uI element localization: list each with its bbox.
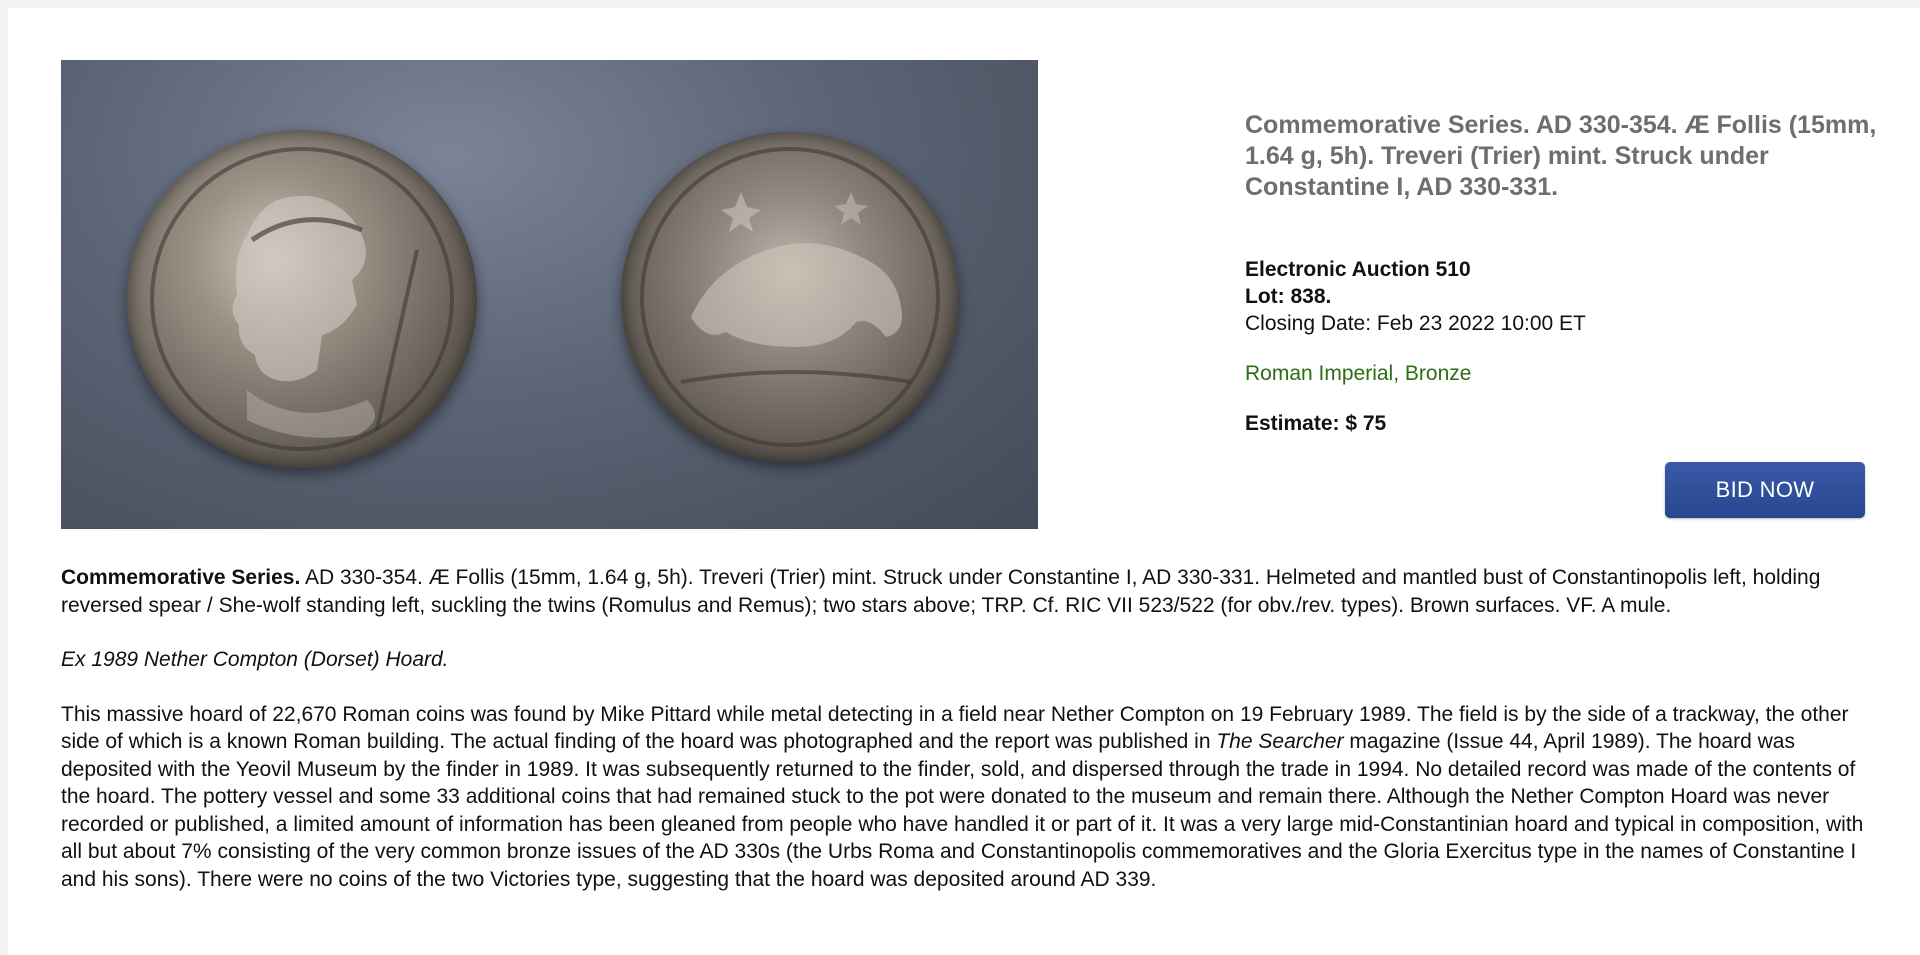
lot-estimate: Estimate: $ 75 (1245, 412, 1387, 435)
obverse-bust-icon (127, 130, 477, 468)
closing-date: Closing Date: Feb 23 2022 10:00 ET (1245, 312, 1586, 335)
sale-info (1245, 256, 1885, 337)
hoard-history (61, 701, 1876, 894)
lot-page (8, 8, 1920, 955)
coin-photo[interactable] (61, 60, 1038, 529)
coin-obverse-image (127, 130, 477, 468)
provenance: Ex 1989 Nether Compton (Dorset) Hoard. (61, 648, 449, 671)
lot-title: Commemorative Series. AD 330-354. Æ Follis (15mm, 1.64 g, 5h). Treveri (Trier) mint. Struck under Constantine I, AD 330-331. (1245, 111, 1877, 201)
description-lead: Commemorative Series. (61, 566, 301, 589)
hoard-text-part2: magazine (Issue 44, April 1989). The hoard was deposited with the Yeovil Museum by the finder in 1989. It was subsequently returned to the finder, sold, and dispersed through the trade in 1994. No detailed record was made of the contents of the hoard. The pottery vessel and some 33 additional coins that had remained stuck to the pot were donated to the museum and remain there. Although the Nether Compton Hoard was never recorded or published, a limited amount of information has been gleaned from people who have handled it or part of it. It was a very large mid-Constantinian hoard and typical in composition, with all but about 7% consisting of the very common bronze issues of the AD 330s (the Urbs Roma and Constantinopolis commemoratives and the Gloria Exercitus type in the names of Constantine I and his sons). There were no coins of the two Victories type, suggesting that the hoard was deposited around AD 339. (61, 730, 1864, 891)
auction-name: Electronic Auction 510 (1245, 258, 1471, 281)
description-paragraph (61, 564, 1876, 619)
hoard-text-part1: This massive hoard of 22,670 Roman coins was found by Mike Pittard while metal detecting in a field near Nether Compton on 19 February 1989. The field is by the side of a trackway, the other side of which is a known Roman building. The actual finding of the hoard was photographed and the report was published in (61, 702, 1849, 753)
description-body: AD 330-354. Æ Follis (15mm, 1.64 g, 5h). Treveri (Trier) mint. Struck under Constantine I, AD 330-331. Helmeted and mantled bust of Constantinopolis left, holding reversed spear / She-wolf standing left, suckling the twins (Romulus and Remus); two stars above; TRP. Cf. RIC VII 523/522 (for obv./rev. types). Brown surfaces. VF. A mule. (61, 566, 1821, 617)
lot-number: Lot: 838. (1245, 285, 1332, 308)
bid-now-button[interactable]: BID NOW (1665, 462, 1865, 518)
lot-summary-panel (1245, 110, 1885, 437)
reverse-she-wolf-icon (621, 132, 959, 462)
coin-reverse-image (621, 132, 959, 462)
lot-description (61, 564, 1876, 920)
lot-category: Roman Imperial, Bronze (1245, 362, 1472, 385)
hoard-publication: The Searcher (1216, 730, 1344, 753)
